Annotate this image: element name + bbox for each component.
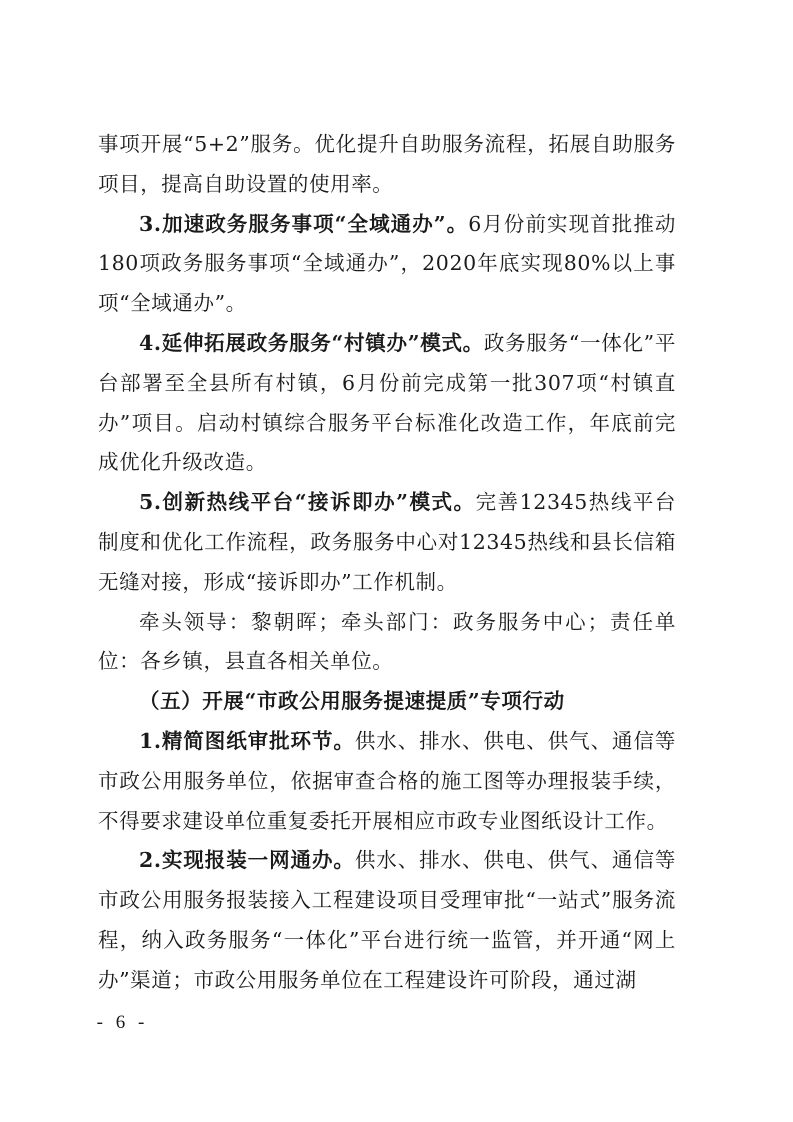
page-number: - 6 -	[96, 1012, 149, 1033]
paragraph-text: 政务服务“一体化”平台部署至全县所有村镇，6月份前完成第一批307项“村镇直办”项目。启动村镇综合服务平台标准化改造工作，年底前完成优化升级改造。	[98, 330, 676, 475]
document-body	[98, 125, 676, 1001]
paragraph-text: 牵头领导：黎朝晖；牵头部门：政务服务中心；责任单位：各乡镇，县直各相关单位。	[98, 609, 676, 674]
paragraph-lead: 4.延伸拓展政务服务“村镇办”模式。	[139, 330, 484, 355]
section-heading-text: （五）开展“市政公用服务提速提质”专项行动	[139, 689, 565, 714]
paragraph-continuation	[98, 125, 676, 205]
paragraph-item-1	[98, 722, 676, 841]
paragraph-responsibility	[98, 603, 676, 683]
paragraph-text: 事项开展“5+2”服务。优化提升自助服务流程，拓展自助服务项目，提高自助设置的使用率。	[98, 132, 676, 196]
section-heading-5	[98, 682, 676, 722]
paragraph-item-2	[98, 841, 676, 1000]
paragraph-item-5	[98, 483, 676, 602]
paragraph-lead: 5.创新热线平台“接诉即办”模式。	[139, 490, 476, 515]
paragraph-text: 完善12345热线平台制度和优化工作流程，政务服务中心对12345热线和县长信箱无缝对接，形成“接诉即办”工作机制。	[98, 490, 676, 594]
paragraph-lead: 1.精简图纸审批环节。	[139, 728, 355, 753]
paragraph-item-3	[98, 205, 676, 324]
paragraph-lead: 2.实现报装一网通办。	[139, 848, 355, 873]
paragraph-text: 供水、排水、供电、供气、通信等市政公用服务单位，依据审查合格的施工图等办理报装手续，不得要求建设单位重复委托开展相应市政专业图纸设计工作。	[98, 728, 676, 833]
paragraph-item-4	[98, 324, 676, 483]
paragraph-lead: 3.加速政务服务事项“全域通办”。	[139, 211, 469, 236]
paragraph-text: 6月份前实现首批推动180项政务服务事项“全域通办”，2020年底实现80%以上事项“全域通办”。	[98, 211, 676, 316]
paragraph-text: 供水、排水、供电、供气、通信等市政公用服务报装接入工程建设项目受理审批“一站式”服务流程，纳入政务服务“一体化”平台进行统一监管，并开通“网上办”渠道；市政公用服务单位在工程建设许可阶段，通过湖	[98, 848, 676, 992]
